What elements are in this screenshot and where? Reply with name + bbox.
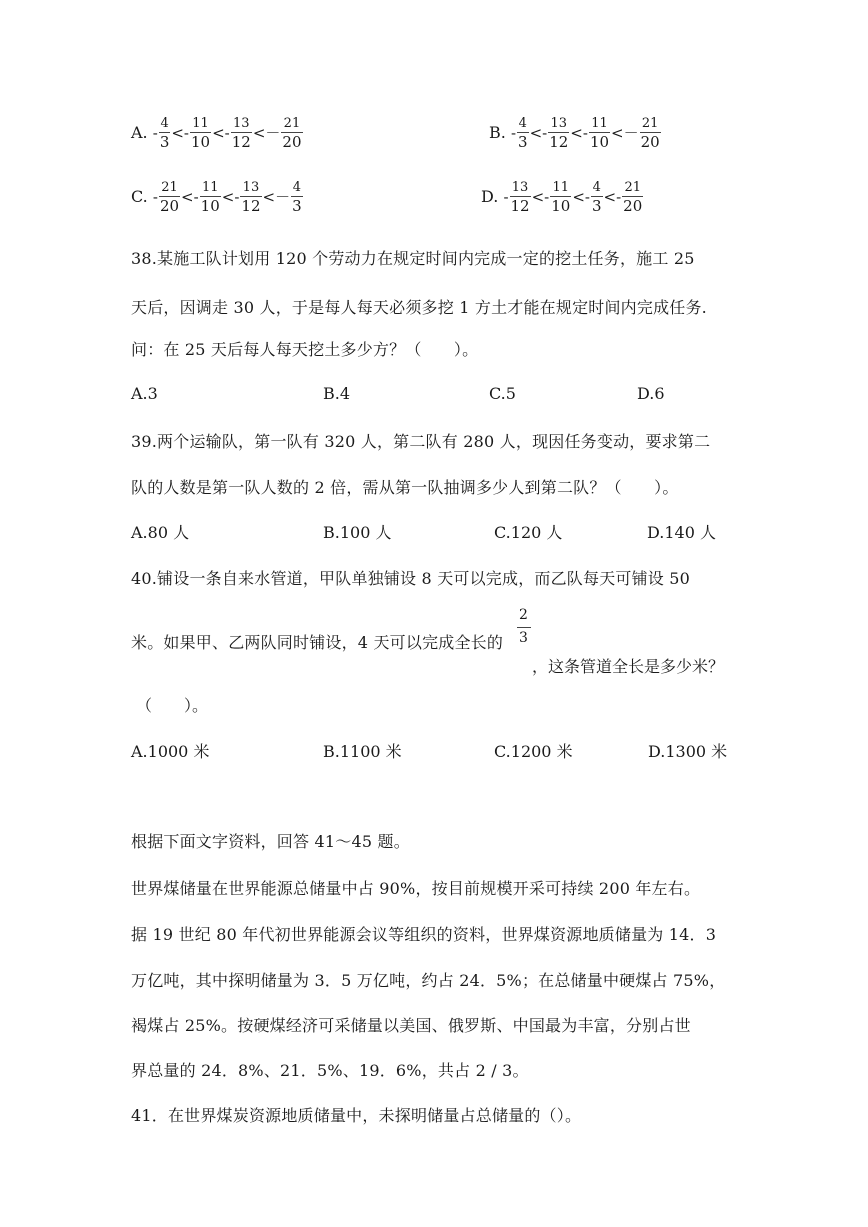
fraction-numerator: 21 xyxy=(281,116,302,133)
q39-line-2: 队的人数是第一队人数的 2 倍，需从第一队抽调多少人到第二队？（ ）。 xyxy=(131,478,679,497)
comparison-sign: <- xyxy=(171,124,189,142)
fraction xyxy=(510,180,531,215)
fraction-numerator: 4 xyxy=(518,116,527,131)
fraction xyxy=(200,180,221,215)
fraction xyxy=(291,180,303,215)
fraction-numerator: 11 xyxy=(200,180,221,197)
q39-option-d: D.140 人 xyxy=(647,523,716,542)
fraction-numerator: 11 xyxy=(550,180,571,197)
fraction-numerator: 11 xyxy=(190,116,211,133)
q40-option-d: D.1300 米 xyxy=(648,742,728,761)
comparison-sign: <－ xyxy=(611,124,639,142)
fraction xyxy=(240,180,261,215)
q40-fraction-denominator: 3 xyxy=(519,630,528,646)
comparison-sign: <- xyxy=(572,188,590,206)
q40-line-3: （ ）。 xyxy=(136,696,209,715)
q38-line-3: 问：在 25 天后每人每天挖土多少方？（ ）。 xyxy=(131,340,479,359)
q37-option-a: A. - $\frac{4}{3}$ <- $\frac{11}{10}$ <- $\frac{13}{12}$ <－ $\frac{21}{20}$ xyxy=(131,116,302,151)
fraction xyxy=(622,180,643,215)
q40-line-2: 米。如果甲、乙两队同时铺设，4 天可以完成全长的 xyxy=(131,633,504,652)
fraction xyxy=(159,116,171,151)
q38-option-c: C.5 xyxy=(489,384,516,403)
fraction xyxy=(550,180,571,215)
q40-line-1: 40.铺设一条自来水管道，甲队单独铺设 8 天可以完成，而乙队每天可铺设 50 xyxy=(131,569,691,588)
q37-option-c: C. - $\frac{21}{20}$ <- $\frac{11}{10}$ <- $\frac{13}{12}$ <－ $\frac{4}{3}$ xyxy=(131,180,302,215)
fraction-numerator: 4 xyxy=(292,180,301,195)
q39-line-1: 39.两个运输队，第一队有 320 人，第二队有 280 人，现因任务变动，要求第二 xyxy=(131,432,711,451)
q41-line-1: 41．在世界煤炭资源地质储量中，未探明储量占总储量的（）。 xyxy=(131,1106,582,1125)
fraction-denominator: 12 xyxy=(510,197,530,215)
fraction-denominator: 12 xyxy=(241,197,261,215)
fraction xyxy=(517,116,529,151)
comparison-sign: - xyxy=(510,124,517,142)
comparison-sign: <- xyxy=(531,188,550,206)
fraction xyxy=(190,116,211,151)
comparison-sign: <－ xyxy=(262,188,291,206)
q38-option-a: A.3 xyxy=(131,384,158,403)
comparison-sign: <- xyxy=(603,188,622,206)
q38-line-1: 38.某施工队计划用 120 个劳动力在规定时间内完成一定的挖土任务，施工 25 xyxy=(131,249,695,268)
fraction xyxy=(231,116,252,151)
fraction-numerator: 4 xyxy=(160,116,169,131)
q40-option-c: C.1200 米 xyxy=(494,742,573,761)
fraction-numerator: 13 xyxy=(240,180,261,197)
q40-option-a: A.1000 米 xyxy=(131,742,210,761)
fraction xyxy=(640,116,661,151)
fraction-denominator: 3 xyxy=(518,133,528,151)
passage-line-2: 据 19 世纪 80 年代初世界能源会议等组织的资料，世界煤资源地质储量为 14．3 xyxy=(131,925,717,944)
q38-option-b: B.4 xyxy=(323,384,351,403)
q37-option-d: D. - $\frac{13}{12}$ <- $\frac{11}{10}$ <- $\frac{4}{3}$ <- $\frac{21}{20}$ xyxy=(481,180,643,215)
passage-intro: 根据下面文字资料，回答 41～45 题。 xyxy=(131,832,410,851)
comparison-sign: - xyxy=(152,188,158,206)
fraction-denominator: 10 xyxy=(551,197,571,215)
passage-line-3: 万亿吨，其中探明储量为 3．5 万亿吨，约占 24．5%；在总储量中硬煤占 75%， xyxy=(131,971,726,990)
fraction-numerator: 4 xyxy=(592,180,601,195)
comparison-sign: <- xyxy=(570,124,588,142)
comparison-sign: <- xyxy=(529,124,548,142)
fraction-numerator: 13 xyxy=(548,116,569,133)
fraction-denominator: 20 xyxy=(623,197,643,215)
fraction-denominator: 10 xyxy=(589,133,610,151)
q39-option-a: A.80 人 xyxy=(131,523,190,542)
fraction-denominator: 20 xyxy=(282,133,302,151)
fraction-numerator: 13 xyxy=(231,116,252,133)
q40-fraction-numerator: 2 xyxy=(519,607,528,623)
q40-line-2-tail: ，这条管道全长是多少米？ xyxy=(532,657,725,676)
passage-line-5: 界总量的 24．8%、21．5%、19．6%，共占 2 / 3。 xyxy=(131,1061,529,1080)
fraction-denominator: 20 xyxy=(640,133,660,151)
fraction xyxy=(589,116,610,151)
q38-option-d: D.6 xyxy=(637,384,665,403)
q40-option-b: B.1100 米 xyxy=(323,742,402,761)
comparison-sign: <- xyxy=(221,188,240,206)
fraction xyxy=(591,180,603,215)
fraction-denominator: 3 xyxy=(159,133,170,151)
passage-line-1: 世界煤储量在世界能源总储量中占 90%，按目前规模开采可持续 200 年左右。 xyxy=(131,879,701,898)
fraction-denominator: 12 xyxy=(549,133,569,151)
fraction xyxy=(281,116,302,151)
comparison-sign: <－ xyxy=(252,124,281,142)
q39-option-c: C.120 人 xyxy=(494,523,563,542)
fraction-denominator: 3 xyxy=(591,197,602,215)
comparison-sign: <- xyxy=(212,124,230,142)
fraction-numerator: 11 xyxy=(589,116,610,133)
comparison-sign: - xyxy=(152,124,158,142)
fraction-numerator: 13 xyxy=(510,180,531,197)
fraction-numerator: 21 xyxy=(640,116,661,133)
fraction xyxy=(548,116,569,151)
fraction-denominator: 3 xyxy=(292,197,302,215)
fraction xyxy=(159,180,180,215)
passage-line-4: 褐煤占 25%。按硬煤经济可采储量以美国、俄罗斯、中国最为丰富，分别占世 xyxy=(131,1016,691,1035)
q39-option-b: B.100 人 xyxy=(323,523,392,542)
fraction-numerator: 21 xyxy=(159,180,180,197)
fraction-bar xyxy=(517,627,531,628)
fraction-denominator: 10 xyxy=(191,133,211,151)
fraction-denominator: 20 xyxy=(159,197,180,215)
q37-option-b: B. - $\frac{4}{3}$ <- $\frac{13}{12}$ <- $\frac{11}{10}$ <－ $\frac{21}{20}$ xyxy=(489,116,660,151)
comparison-sign: <- xyxy=(181,188,199,206)
fraction-denominator: 10 xyxy=(200,197,220,215)
fraction-numerator: 21 xyxy=(622,180,643,197)
fraction-denominator: 12 xyxy=(231,133,251,151)
comparison-sign: - xyxy=(503,188,509,206)
q38-line-2: 天后，因调走 30 人，于是每人每天必须多挖 1 方土才能在规定时间内完成任务. xyxy=(131,298,707,317)
